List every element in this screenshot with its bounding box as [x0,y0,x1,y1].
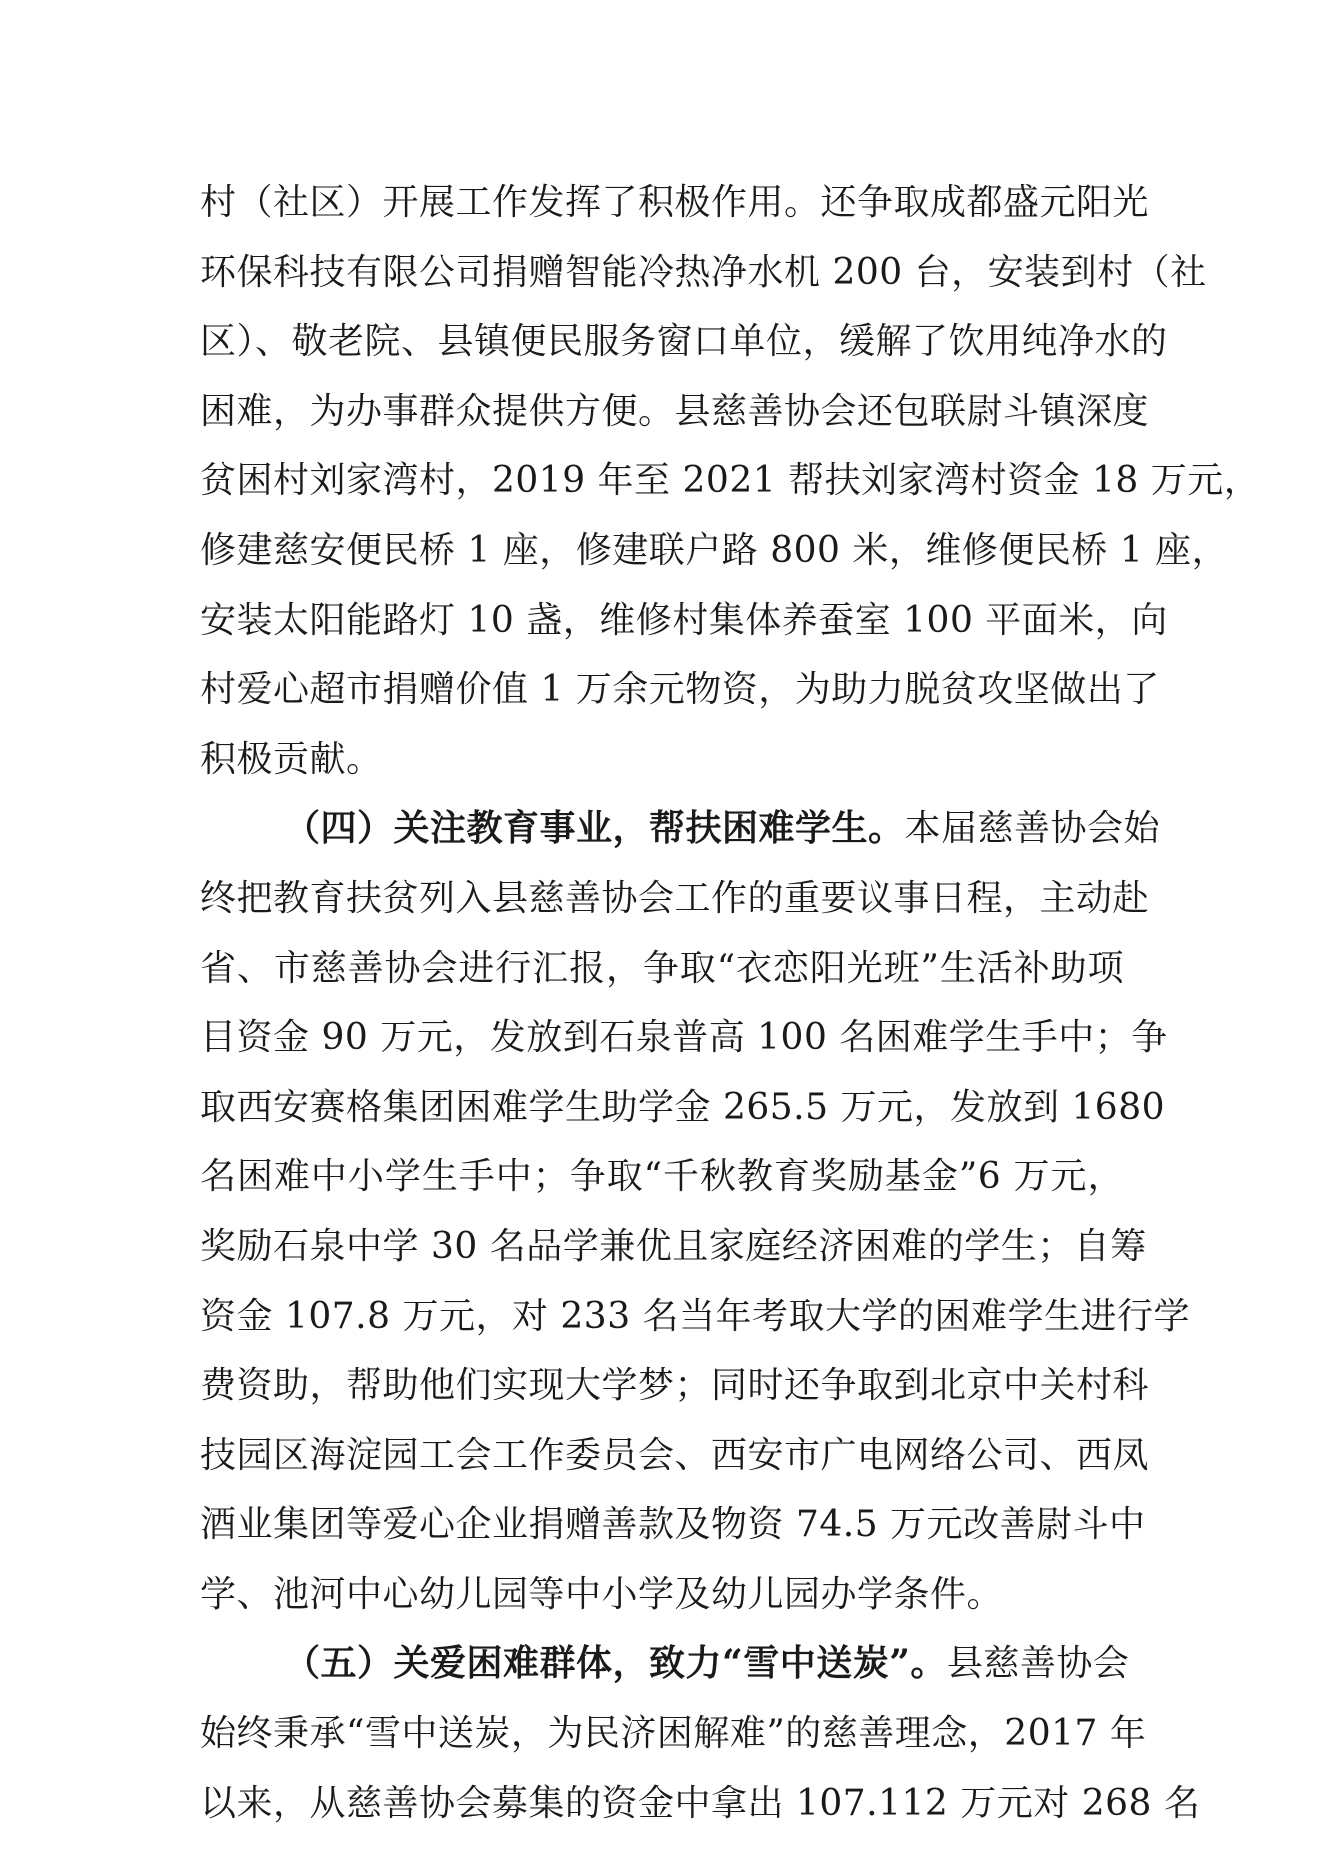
text-line: 费资助，帮助他们实现大学梦；同时还争取到北京中关村科 [200,1365,1150,1407]
paragraph-1 [200,168,1261,794]
text-line: 以来，从慈善协会募集的资金中拿出 107.112 万元对 268 名 [200,1782,1201,1824]
text-line: 积极贡献。 [200,738,383,780]
text-line: 目资金 90 万元，发放到石泉普高 100 名困难学生手中；争 [200,1017,1168,1059]
text-line: 技园区海淀园工会工作委员会、西安市广电网络公司、西凤 [200,1434,1150,1476]
text-line: 省、市慈善协会进行汇报，争取“衣恋阳光班”生活补助项 [200,947,1124,989]
text-line: 环保科技有限公司捐赠智能冷热净水机 200 台，安装到村（社 [200,251,1207,293]
text-line: 安装太阳能路灯 10 盏，维修村集体养蚕室 100 平面米，向 [200,599,1168,641]
section-heading-5: （五）关爱困难群体，致力“雪中送炭”。 [284,1642,947,1685]
text-line: 修建慈安便民桥 1 座，修建联户路 800 米，维修便民桥 1 座， [200,529,1229,571]
text-line: 酒业集团等爱心企业捐赠善款及物资 74.5 万元改善尉斗中 [200,1504,1146,1546]
text-line: 区）、敬老院、县镇便民服务窗口单位，缓解了饮用纯净水的 [200,321,1168,363]
paragraph-first-line [200,1629,1130,1699]
text-line: 学、池河中心幼儿园等中小学及幼儿园办学条件。 [200,1573,1004,1615]
text-line: 资金 107.8 万元，对 233 名当年考取大学的困难学生进行学 [200,1295,1191,1337]
text-line: 困难，为办事群众提供方便。县慈善协会还包联尉斗镇深度 [200,390,1150,432]
text-line: 贫困村刘家湾村，2019 年至 2021 帮扶刘家湾村资金 18 万元， [200,460,1261,502]
text-line: 村爱心超市捐赠价值 1 万余元物资，为助力脱贫攻坚做出了 [200,669,1160,711]
section-heading-4: （四）关注教育事业，帮扶困难学生。 [284,807,905,850]
text-run: 本届慈善协会始 [904,808,1161,850]
text-line: 奖励石泉中学 30 名品学兼优且家庭经济困难的学生；自筹 [200,1225,1147,1267]
text-line: 村（社区）开展工作发挥了积极作用。还争取成都盛元阳光 [200,182,1150,223]
text-line: 名困难中小学生手中；争取“千秋教育奖励基金”6 万元， [200,1156,1124,1198]
paragraph-first-line [200,794,1161,864]
text-line: 取西安赛格集团困难学生助学金 265.5 万元，发放到 1680 [200,1086,1166,1128]
text-line: 终把教育扶贫列入县慈善协会工作的重要议事日程，主动赴 [200,877,1150,919]
paragraph-3 [200,1629,1201,1838]
body-text [200,168,1261,1838]
text-run: 县慈善协会 [946,1643,1130,1685]
paragraph-2 [200,794,1191,1629]
text-line: 始终秉承“雪中送炭，为民济困解难”的慈善理念，2017 年 [200,1713,1147,1755]
